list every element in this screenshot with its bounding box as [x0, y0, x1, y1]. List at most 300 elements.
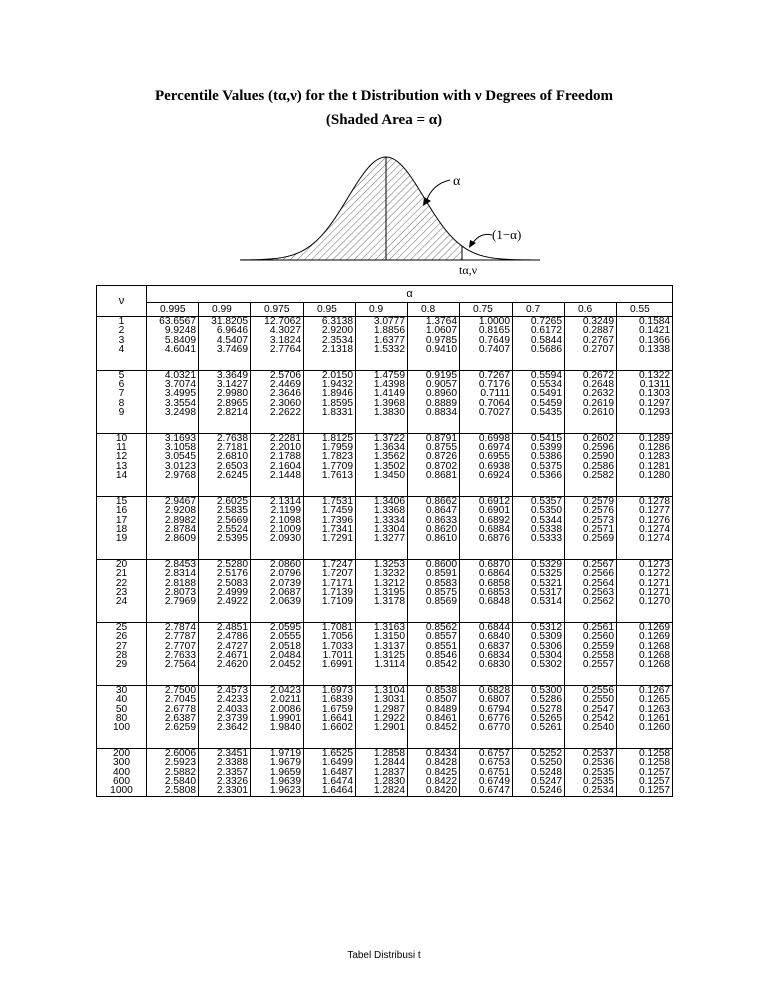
percentile-value-cell: 2.0739 [251, 579, 304, 588]
percentile-value-cell: 0.8702 [408, 462, 460, 471]
percentile-value-cell: 0.1257 [617, 786, 673, 796]
percentile-value-cell: 1.3368 [356, 506, 408, 515]
percentile-value-cell: 0.8425 [408, 768, 460, 777]
group-spacer [97, 733, 673, 749]
percentile-value-cell: 1.8595 [304, 399, 356, 408]
percentile-value-cell: 3.0777 [356, 317, 408, 327]
percentile-value-cell: 2.2281 [251, 433, 304, 443]
percentile-value-cell: 1.9679 [251, 758, 304, 767]
shaded-area [240, 157, 462, 260]
percentile-value-cell: 0.6753 [460, 758, 513, 767]
title-line-2: (Shaded Area = α) [325, 112, 443, 128]
percentile-value-cell: 0.8562 [408, 622, 460, 632]
percentile-value-cell: 0.7407 [460, 345, 513, 354]
percentile-value-cell: 2.6006 [147, 748, 199, 758]
percentile-value-cell: 0.7027 [460, 408, 513, 417]
percentile-value-cell: 0.5534 [513, 380, 565, 389]
percentile-value-cell: 1.9623 [251, 786, 304, 796]
percentile-value-cell: 0.1293 [617, 408, 673, 417]
percentile-value-cell: 1.6487 [304, 768, 356, 777]
percentile-value-cell: 0.8489 [408, 705, 460, 714]
percentile-value-cell: 2.0484 [251, 651, 304, 660]
alpha-value-header: 0.975 [251, 303, 304, 317]
percentile-value-cell: 1.9719 [251, 748, 304, 758]
percentile-value-cell: 0.8960 [408, 389, 460, 398]
percentile-value-cell: 0.2558 [565, 651, 617, 660]
percentile-value-cell: 1.2987 [356, 705, 408, 714]
percentile-value-cell: 1.7341 [304, 525, 356, 534]
percentile-value-cell: 2.9200 [304, 326, 356, 335]
percentile-value-cell: 0.2567 [565, 559, 617, 569]
table-row [97, 534, 673, 543]
percentile-value-cell: 0.8681 [408, 471, 460, 480]
percentile-value-cell: 0.5312 [513, 622, 565, 632]
percentile-value-cell: 0.1303 [617, 389, 673, 398]
percentile-value-cell: 3.1693 [147, 433, 199, 443]
percentile-value-cell: 2.1199 [251, 506, 304, 515]
percentile-value-cell: 0.5415 [513, 433, 565, 443]
percentile-value-cell: 2.0595 [251, 622, 304, 632]
percentile-value-cell: 1.3137 [356, 642, 408, 651]
degrees-of-freedom-cell: 23 [97, 588, 147, 597]
percentile-value-cell: 2.9467 [147, 496, 199, 506]
percentile-value-cell: 2.2010 [251, 443, 304, 452]
degrees-of-freedom-cell: 16 [97, 506, 147, 515]
degrees-of-freedom-cell: 28 [97, 651, 147, 660]
percentile-value-cell: 0.5325 [513, 569, 565, 578]
table-row [97, 723, 673, 732]
percentile-value-cell: 2.7874 [147, 622, 199, 632]
percentile-value-cell: 0.6876 [460, 534, 513, 543]
percentile-value-cell: 2.4620 [199, 660, 251, 669]
title-line-1: Percentile Values (tα,ν) for the t Distribution with ν Degrees of Freedom [154, 88, 614, 104]
percentile-value-cell: 0.6924 [460, 471, 513, 480]
percentile-value-cell: 2.1098 [251, 516, 304, 525]
degrees-of-freedom-cell: 17 [97, 516, 147, 525]
percentile-value-cell: 0.6884 [460, 525, 513, 534]
percentile-value-cell: 0.8546 [408, 651, 460, 660]
percentile-value-cell: 2.0452 [251, 660, 304, 669]
percentile-value-cell: 3.1824 [251, 336, 304, 345]
degrees-of-freedom-cell: 13 [97, 462, 147, 471]
percentile-value-cell: 1.4759 [356, 370, 408, 380]
degrees-of-freedom-cell: 26 [97, 632, 147, 641]
percentile-value-cell: 2.1314 [251, 496, 304, 506]
percentile-value-cell: 2.0086 [251, 705, 304, 714]
degrees-of-freedom-cell: 40 [97, 695, 147, 704]
percentile-value-cell: 0.2579 [565, 496, 617, 506]
percentile-value-cell: 4.6041 [147, 345, 199, 354]
percentile-value-cell: 0.2561 [565, 622, 617, 632]
percentile-value-cell: 0.8538 [408, 685, 460, 695]
percentile-value-cell: 1.6759 [304, 705, 356, 714]
percentile-value-cell: 1.7823 [304, 452, 356, 461]
percentile-value-cell: 1.2844 [356, 758, 408, 767]
percentile-value-cell: 2.7764 [251, 345, 304, 354]
percentile-value-cell: 2.5882 [147, 768, 199, 777]
degrees-of-freedom-cell: 4 [97, 345, 147, 354]
percentile-value-cell: 0.1273 [617, 559, 673, 569]
percentile-value-cell: 0.2573 [565, 516, 617, 525]
percentile-value-cell: 0.8461 [408, 714, 460, 723]
alpha-column-header: α [147, 286, 673, 303]
degrees-of-freedom-cell: 22 [97, 579, 147, 588]
percentile-value-cell: 1.7459 [304, 506, 356, 515]
percentile-value-cell: 0.2887 [565, 326, 617, 335]
percentile-value-cell: 0.8726 [408, 452, 460, 461]
percentile-value-cell: 0.1277 [617, 506, 673, 515]
percentile-value-cell: 0.6794 [460, 705, 513, 714]
percentile-value-cell: 0.3249 [565, 317, 617, 327]
percentile-value-cell: 1.6991 [304, 660, 356, 669]
alpha-value-header: 0.8 [408, 303, 460, 317]
percentile-value-cell: 3.1427 [199, 380, 251, 389]
percentile-value-cell: 6.3138 [304, 317, 356, 327]
percentile-value-cell: 2.4727 [199, 642, 251, 651]
percentile-value-cell: 1.7396 [304, 516, 356, 525]
degrees-of-freedom-cell: 300 [97, 758, 147, 767]
percentile-value-cell: 2.0687 [251, 588, 304, 597]
percentile-value-cell: 1.2824 [356, 786, 408, 796]
percentile-value-cell: 0.1269 [617, 632, 673, 641]
percentile-value-cell: 1.7081 [304, 622, 356, 632]
percentile-value-cell: 2.8784 [147, 525, 199, 534]
percentile-value-cell: 0.6751 [460, 768, 513, 777]
percentile-value-cell: 0.1258 [617, 748, 673, 758]
percentile-value-cell: 0.2767 [565, 336, 617, 345]
percentile-value-cell: 0.6844 [460, 622, 513, 632]
alpha-value-header: 0.995 [147, 303, 199, 317]
percentile-value-cell: 0.1260 [617, 723, 673, 732]
percentile-value-cell: 0.8452 [408, 723, 460, 732]
t-label: tα,ν [459, 263, 478, 277]
table-row [97, 786, 673, 796]
alpha-value-header: 0.7 [513, 303, 565, 317]
percentile-value-cell: 12.7062 [251, 317, 304, 327]
percentile-value-cell: 0.6172 [513, 326, 565, 335]
percentile-value-cell: 0.1311 [617, 380, 673, 389]
percentile-value-cell: 2.3388 [199, 758, 251, 767]
percentile-value-cell: 0.5375 [513, 462, 565, 471]
percentile-value-cell: 3.4995 [147, 389, 199, 398]
percentile-value-cell: 1.6377 [356, 336, 408, 345]
percentile-value-cell: 2.1318 [304, 345, 356, 354]
percentile-value-cell: 1.8125 [304, 433, 356, 443]
percentile-value-cell: 1.6474 [304, 777, 356, 786]
complement-label: (1−α) [492, 227, 522, 242]
percentile-value-cell: 2.1604 [251, 462, 304, 471]
percentile-value-cell: 1.6973 [304, 685, 356, 695]
percentile-value-cell: 0.8591 [408, 569, 460, 578]
percentile-value-cell: 0.1276 [617, 516, 673, 525]
percentile-value-cell: 1.9901 [251, 714, 304, 723]
alpha-value-header: 0.99 [199, 303, 251, 317]
percentile-value-cell: 0.5250 [513, 758, 565, 767]
percentile-value-cell: 2.8214 [199, 408, 251, 417]
percentile-value-cell: 0.1267 [617, 685, 673, 695]
percentile-value-cell: 2.5840 [147, 777, 199, 786]
percentile-value-cell: 2.3326 [199, 777, 251, 786]
percentile-value-cell: 0.5366 [513, 471, 565, 480]
percentile-value-cell: 1.6839 [304, 695, 356, 704]
percentile-value-cell: 2.6778 [147, 705, 199, 714]
percentile-value-cell: 0.6776 [460, 714, 513, 723]
percentile-value-cell: 1.6602 [304, 723, 356, 732]
percentile-value-cell: 0.5844 [513, 336, 565, 345]
percentile-value-cell: 2.0555 [251, 632, 304, 641]
percentile-value-cell: 0.5491 [513, 389, 565, 398]
degrees-of-freedom-cell: 5 [97, 370, 147, 380]
percentile-value-cell: 0.2536 [565, 758, 617, 767]
percentile-value-cell: 0.8422 [408, 777, 460, 786]
percentile-value-cell: 3.3554 [147, 399, 199, 408]
percentile-value-cell: 0.6998 [460, 433, 513, 443]
percentile-value-cell: 0.2596 [565, 443, 617, 452]
percentile-value-cell: 0.5246 [513, 786, 565, 796]
percentile-value-cell: 0.1257 [617, 777, 673, 786]
percentile-value-cell: 0.2569 [565, 534, 617, 543]
percentile-value-cell: 0.8620 [408, 525, 460, 534]
alpha-arrow [426, 180, 450, 202]
t-distribution-curve-figure [240, 140, 540, 280]
percentile-value-cell: 1.3450 [356, 471, 408, 480]
percentile-value-cell: 0.1269 [617, 622, 673, 632]
percentile-value-cell: 0.5333 [513, 534, 565, 543]
percentile-value-cell: 0.1263 [617, 705, 673, 714]
percentile-value-cell: 4.5407 [199, 336, 251, 345]
percentile-value-cell: 0.1286 [617, 443, 673, 452]
percentile-value-cell: 2.0930 [251, 534, 304, 543]
alpha-value-header: 0.6 [565, 303, 617, 317]
percentile-value-cell: 0.2535 [565, 768, 617, 777]
percentile-value-cell: 0.2610 [565, 408, 617, 417]
percentile-value-cell: 0.2540 [565, 723, 617, 732]
degrees-of-freedom-cell: 25 [97, 622, 147, 632]
percentile-value-cell: 2.5706 [251, 370, 304, 380]
percentile-value-cell: 0.8834 [408, 408, 460, 417]
percentile-value-cell: 2.4922 [199, 597, 251, 606]
alpha-value-header: 0.9 [356, 303, 408, 317]
percentile-value-cell: 63.6567 [147, 317, 199, 327]
percentile-value-cell: 6.9646 [199, 326, 251, 335]
percentile-value-cell: 2.4233 [199, 695, 251, 704]
percentile-value-cell: 0.5329 [513, 559, 565, 569]
percentile-value-cell: 0.7176 [460, 380, 513, 389]
percentile-value-cell: 0.1338 [617, 345, 673, 354]
percentile-value-cell: 0.1297 [617, 399, 673, 408]
percentile-value-cell: 2.1009 [251, 525, 304, 534]
percentile-value-cell: 2.2622 [251, 408, 304, 417]
percentile-value-cell: 0.1278 [617, 496, 673, 506]
percentile-value-cell: 1.7709 [304, 462, 356, 471]
percentile-value-cell: 0.8569 [408, 597, 460, 606]
table-row [97, 408, 673, 417]
percentile-value-cell: 0.1270 [617, 597, 673, 606]
degrees-of-freedom-cell: 400 [97, 768, 147, 777]
percentile-value-cell: 0.8600 [408, 559, 460, 569]
degrees-of-freedom-cell: 24 [97, 597, 147, 606]
percentile-value-cell: 0.1268 [617, 642, 673, 651]
percentile-value-cell: 0.1281 [617, 462, 673, 471]
percentile-value-cell: 1.3502 [356, 462, 408, 471]
percentile-value-cell: 1.4398 [356, 380, 408, 389]
percentile-value-cell: 2.5923 [147, 758, 199, 767]
percentile-value-cell: 1.3764 [408, 317, 460, 327]
percentile-value-cell: 1.7109 [304, 597, 356, 606]
percentile-value-cell: 0.7265 [513, 317, 565, 327]
group-spacer [97, 481, 673, 497]
percentile-value-cell: 2.1448 [251, 471, 304, 480]
degrees-of-freedom-cell: 10 [97, 433, 147, 443]
percentile-value-cell: 0.7649 [460, 336, 513, 345]
percentile-value-cell: 1.0607 [408, 326, 460, 335]
percentile-value-cell: 0.1322 [617, 370, 673, 380]
group-spacer [97, 670, 673, 686]
percentile-value-cell: 1.7033 [304, 642, 356, 651]
percentile-value-cell: 0.2564 [565, 579, 617, 588]
percentile-value-cell: 0.8428 [408, 758, 460, 767]
percentile-value-cell: 3.7469 [199, 345, 251, 354]
percentile-value-cell: 2.4671 [199, 651, 251, 660]
percentile-value-cell: 2.3357 [199, 768, 251, 777]
percentile-value-cell: 0.2582 [565, 471, 617, 480]
degrees-of-freedom-cell: 18 [97, 525, 147, 534]
percentile-value-cell: 2.3060 [251, 399, 304, 408]
percentile-value-cell: 2.7707 [147, 642, 199, 651]
percentile-value-cell: 2.6025 [199, 496, 251, 506]
percentile-value-cell: 31.8205 [199, 317, 251, 327]
percentile-value-cell: 0.8551 [408, 642, 460, 651]
percentile-value-cell: 2.0150 [304, 370, 356, 380]
percentile-value-cell: 0.5350 [513, 506, 565, 515]
footer-caption: Tabel Distribusi t [347, 950, 421, 961]
percentile-value-cell: 1.3212 [356, 579, 408, 588]
percentile-value-cell: 0.1274 [617, 525, 673, 534]
probability-header-row [97, 303, 673, 317]
percentile-value-cell: 2.6810 [199, 452, 251, 461]
percentile-value-cell: 0.5302 [513, 660, 565, 669]
percentile-value-cell: 2.9980 [199, 389, 251, 398]
table-row [97, 597, 673, 606]
percentile-value-cell: 0.6848 [460, 597, 513, 606]
percentile-value-cell: 0.2590 [565, 452, 617, 461]
percentile-value-cell: 9.9248 [147, 326, 199, 335]
alpha-label: α [453, 174, 461, 189]
percentile-value-cell: 2.8188 [147, 579, 199, 588]
percentile-value-cell: 2.4469 [251, 380, 304, 389]
percentile-value-cell: 2.3642 [199, 723, 251, 732]
percentile-value-cell: 2.7564 [147, 660, 199, 669]
degrees-of-freedom-cell: 3 [97, 336, 147, 345]
percentile-value-cell: 2.0639 [251, 597, 304, 606]
percentile-value-cell: 2.0796 [251, 569, 304, 578]
degrees-of-freedom-cell: 2 [97, 326, 147, 335]
degrees-of-freedom-cell: 1 [97, 317, 147, 327]
percentile-value-cell: 0.5399 [513, 443, 565, 452]
percentile-value-cell: 0.7111 [460, 389, 513, 398]
percentile-value-cell: 0.5309 [513, 632, 565, 641]
percentile-value-cell: 0.1257 [617, 768, 673, 777]
percentile-value-cell: 0.6749 [460, 777, 513, 786]
percentile-value-cell: 1.9659 [251, 768, 304, 777]
percentile-value-cell: 1.3830 [356, 408, 408, 417]
degrees-of-freedom-cell: 8 [97, 399, 147, 408]
group-spacer [97, 544, 673, 560]
group-spacer [97, 355, 673, 371]
degrees-of-freedom-cell: 20 [97, 559, 147, 569]
percentile-value-cell: 1.2922 [356, 714, 408, 723]
percentile-value-cell: 0.2672 [565, 370, 617, 380]
degrees-of-freedom-cell: 12 [97, 452, 147, 461]
percentile-value-cell: 0.5435 [513, 408, 565, 417]
percentile-value-cell: 0.9785 [408, 336, 460, 345]
percentile-value-cell: 2.8314 [147, 569, 199, 578]
percentile-value-cell: 1.3253 [356, 559, 408, 569]
percentile-value-cell: 0.2632 [565, 389, 617, 398]
percentile-value-cell: 1.3562 [356, 452, 408, 461]
percentile-value-cell: 0.6955 [460, 452, 513, 461]
percentile-value-cell: 0.9057 [408, 380, 460, 389]
percentile-value-cell: 1.3304 [356, 525, 408, 534]
percentile-value-cell: 0.5265 [513, 714, 565, 723]
percentile-value-cell: 2.6503 [199, 462, 251, 471]
percentile-value-cell: 2.4573 [199, 685, 251, 695]
percentile-value-cell: 0.1258 [617, 758, 673, 767]
percentile-value-cell: 1.2858 [356, 748, 408, 758]
percentile-value-cell: 2.6387 [147, 714, 199, 723]
percentile-value-cell: 2.7638 [199, 433, 251, 443]
percentile-value-cell: 0.6870 [460, 559, 513, 569]
percentile-value-cell: 1.7139 [304, 588, 356, 597]
percentile-value-cell: 0.1289 [617, 433, 673, 443]
percentile-value-cell: 0.2557 [565, 660, 617, 669]
percentile-value-cell: 0.8165 [460, 326, 513, 335]
percentile-value-cell: 0.6892 [460, 516, 513, 525]
percentile-value-cell: 2.3646 [251, 389, 304, 398]
percentile-value-cell: 0.5304 [513, 651, 565, 660]
percentile-value-cell: 1.3634 [356, 443, 408, 452]
degrees-of-freedom-cell: 27 [97, 642, 147, 651]
percentile-value-cell: 1.3150 [356, 632, 408, 641]
percentile-value-cell: 0.6834 [460, 651, 513, 660]
percentile-value-cell: 0.8791 [408, 433, 460, 443]
degrees-of-freedom-cell: 6 [97, 380, 147, 389]
percentile-value-cell: 0.6853 [460, 588, 513, 597]
percentile-value-cell: 2.0211 [251, 695, 304, 704]
degrees-of-freedom-cell: 1000 [97, 786, 147, 796]
percentile-value-cell: 1.8331 [304, 408, 356, 417]
percentile-value-cell: 0.2619 [565, 399, 617, 408]
percentile-value-cell: 0.8662 [408, 496, 460, 506]
percentile-value-cell: 1.7531 [304, 496, 356, 506]
percentile-value-cell: 2.9208 [147, 506, 199, 515]
percentile-value-cell: 0.6828 [460, 685, 513, 695]
table-row [97, 345, 673, 354]
group-spacer [97, 418, 673, 434]
percentile-value-cell: 1.6464 [304, 786, 356, 796]
percentile-value-cell: 0.8647 [408, 506, 460, 515]
percentile-value-cell: 0.6757 [460, 748, 513, 758]
percentile-value-cell: 0.2586 [565, 462, 617, 471]
percentile-value-cell: 1.7613 [304, 471, 356, 480]
percentile-value-cell: 0.8507 [408, 695, 460, 704]
percentile-value-cell: 0.2535 [565, 777, 617, 786]
percentile-value-cell: 0.8583 [408, 579, 460, 588]
percentile-value-cell: 1.9840 [251, 723, 304, 732]
percentile-value-cell: 0.9195 [408, 370, 460, 380]
percentile-value-cell: 0.7267 [460, 370, 513, 380]
degrees-of-freedom-cell: 14 [97, 471, 147, 480]
